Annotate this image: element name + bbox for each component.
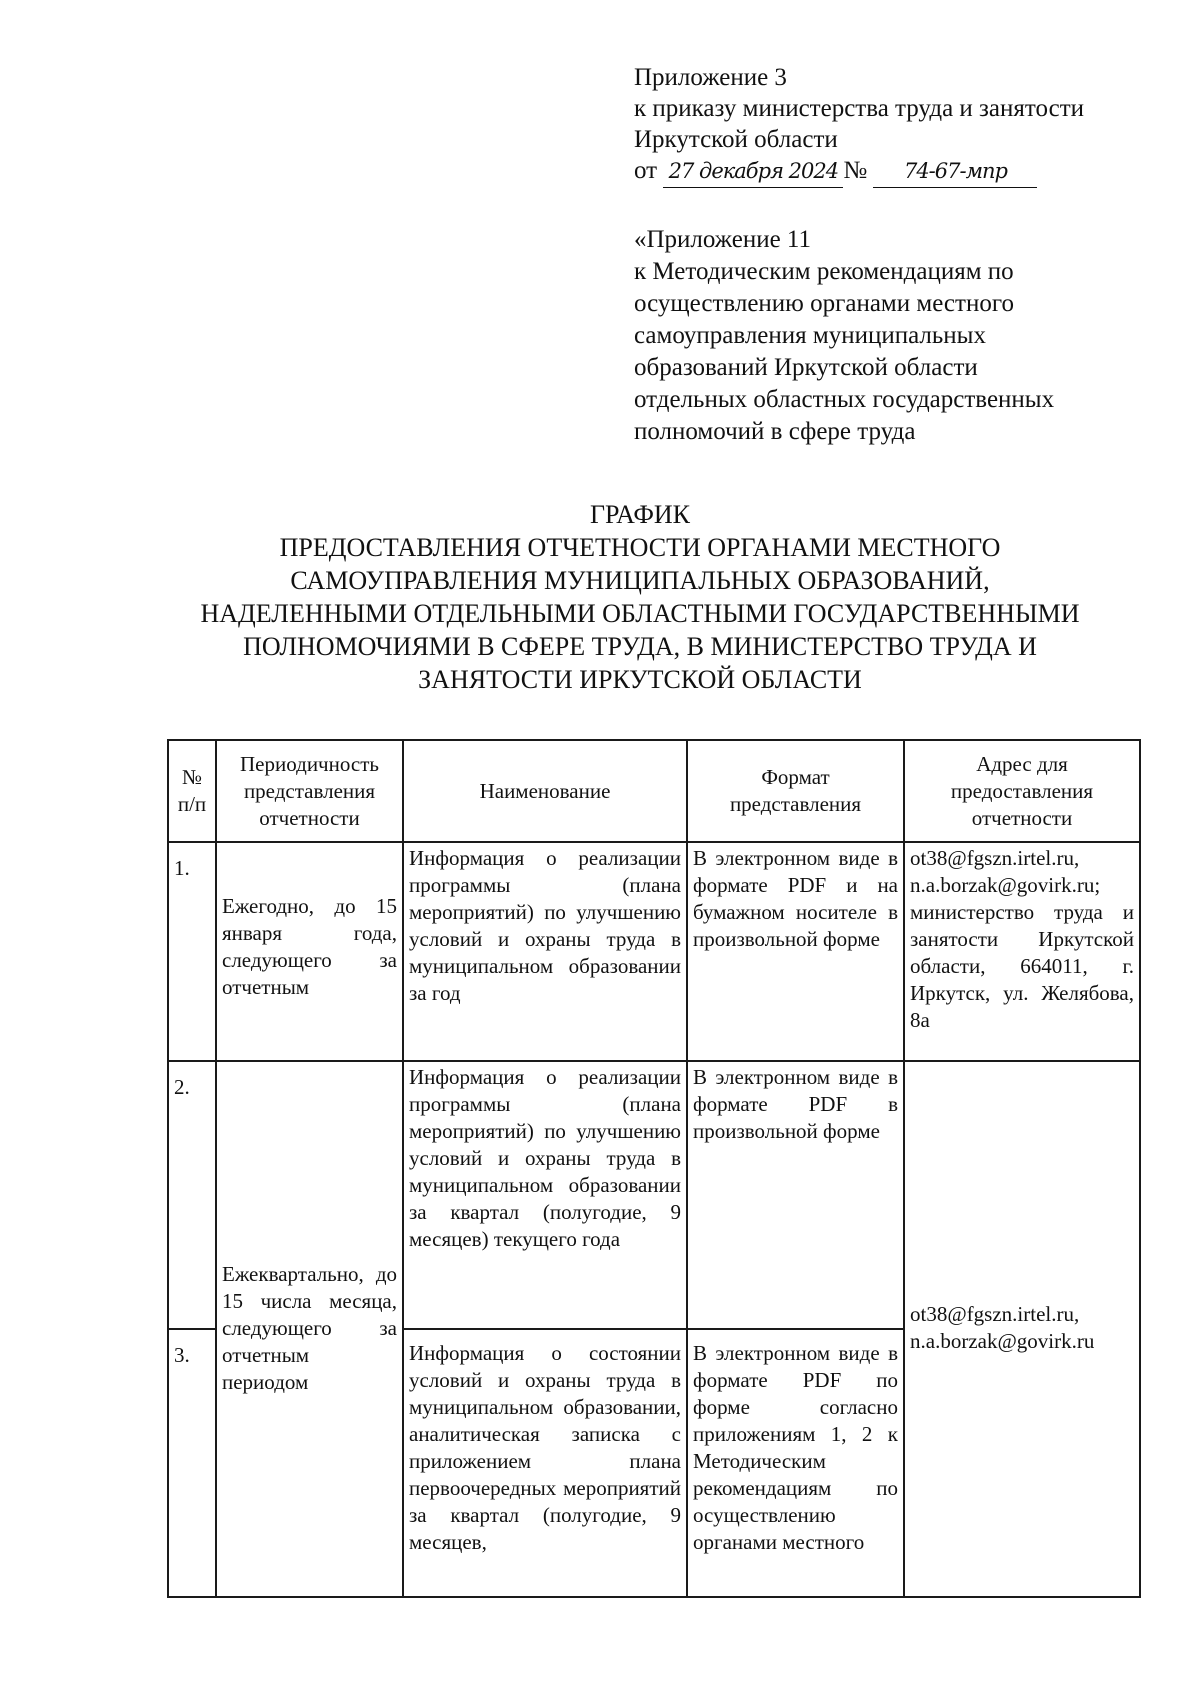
appendix11-line: отдельных областных государственных xyxy=(634,386,1055,413)
appendix11-line: полномочий в сфере труда xyxy=(634,418,916,445)
header-name: Наименование xyxy=(403,740,687,842)
appendix11-line: «Приложение 11 xyxy=(634,226,812,253)
row-name: Информация о реализации программы (плана мероприятий) по улучшению условий и охраны труда в муниципальном образовании за год xyxy=(403,842,687,1061)
title-line: НАДЕЛЕННЫМИ ОТДЕЛЬНЫМИ ОБЛАСТНЫМИ ГОСУДАРСТВЕННЫМИ xyxy=(200,599,1080,628)
table-header-row xyxy=(168,740,1140,842)
header-period: Периодичность представления отчетности xyxy=(216,740,403,842)
row-number: 3. xyxy=(168,1329,216,1597)
row-name: Информация о реализации программы (плана мероприятий) по улучшению условий и охраны труда в муниципальном образовании за квартал (полугодие, 9 месяцев) текущего года xyxy=(403,1061,687,1329)
appendix11-line: к Методическим рекомендациям по xyxy=(634,258,1014,285)
row-number: 1. xyxy=(168,842,216,1061)
row-period-shared: Ежеквартально, до 15 числа месяца, следующего за отчетным периодом xyxy=(216,1061,403,1597)
appendix11-line: осуществлению органами местного xyxy=(634,290,1014,317)
title-line: ЗАНЯТОСТИ ИРКУТСКОЙ ОБЛАСТИ xyxy=(418,665,862,694)
header-num: № п/п xyxy=(168,740,216,842)
order-number-sign: № xyxy=(843,157,868,184)
row-address: ot38@fgszn.irtel.ru, n.a.borzak@govirk.ru; министерство труда и занятости Иркутской области, 664011, г. Иркутск, ул. Желябова, 8а xyxy=(904,842,1140,1061)
title-line: ПРЕДОСТАВЛЕНИЯ ОТЧЕТНОСТИ ОРГАНАМИ МЕСТНОГО xyxy=(279,533,1001,562)
row-number: 2. xyxy=(168,1061,216,1329)
order-prefix: от xyxy=(634,157,658,184)
header-address: Адрес для предоставления отчетности xyxy=(904,740,1140,842)
header-format: Формат представления xyxy=(687,740,904,842)
row-format: В электронном виде в формате PDF по форме согласно приложениям 1, 2 к Методическим рекомендациям по осуществлению органами местного xyxy=(687,1329,904,1597)
appendix11-line: образований Иркутской области xyxy=(634,354,978,381)
title-line: ПОЛНОМОЧИЯМИ В СФЕРЕ ТРУДА, В МИНИСТЕРСТВО ТРУДА И xyxy=(243,632,1037,661)
appendix-line: Приложение 3 xyxy=(634,64,787,91)
order-date-line xyxy=(634,155,1084,188)
reporting-schedule-table xyxy=(167,739,1141,1598)
row-period: Ежегодно, до 15 января года, следующего за отчетным xyxy=(216,842,403,1061)
row-address-shared: ot38@fgszn.irtel.ru, n.a.borzak@govirk.ru xyxy=(904,1061,1140,1597)
title-line: ГРАФИК xyxy=(590,500,690,529)
table-row xyxy=(168,842,1140,1061)
table-row xyxy=(168,1061,1140,1329)
appendix-line: Иркутской области xyxy=(634,126,838,153)
appendix-line: к приказу министерства труда и занятости xyxy=(634,95,1085,122)
document-title xyxy=(150,498,1130,696)
row-format: В электронном виде в формате PDF в произвольной форме xyxy=(687,1061,904,1329)
appendix-11-block xyxy=(634,224,1054,448)
title-line: САМОУПРАВЛЕНИЯ МУНИЦИПАЛЬНЫХ ОБРАЗОВАНИЙ, xyxy=(290,566,990,595)
handwritten-order-number: 74-67-мпр xyxy=(873,156,1037,188)
appendix-3-block xyxy=(634,62,1084,188)
handwritten-order-date: 27 декабря 2024 xyxy=(663,156,843,188)
row-name: Информация о состоянии условий и охраны труда в муниципальном образовании, аналитическая записка с приложением плана первоочередных мероприятий за квартал (полугодие, 9 месяцев, xyxy=(403,1329,687,1597)
appendix11-line: самоуправления муниципальных xyxy=(634,322,986,349)
row-format: В электронном виде в формате PDF и на бумажном носителе в произвольной форме xyxy=(687,842,904,1061)
